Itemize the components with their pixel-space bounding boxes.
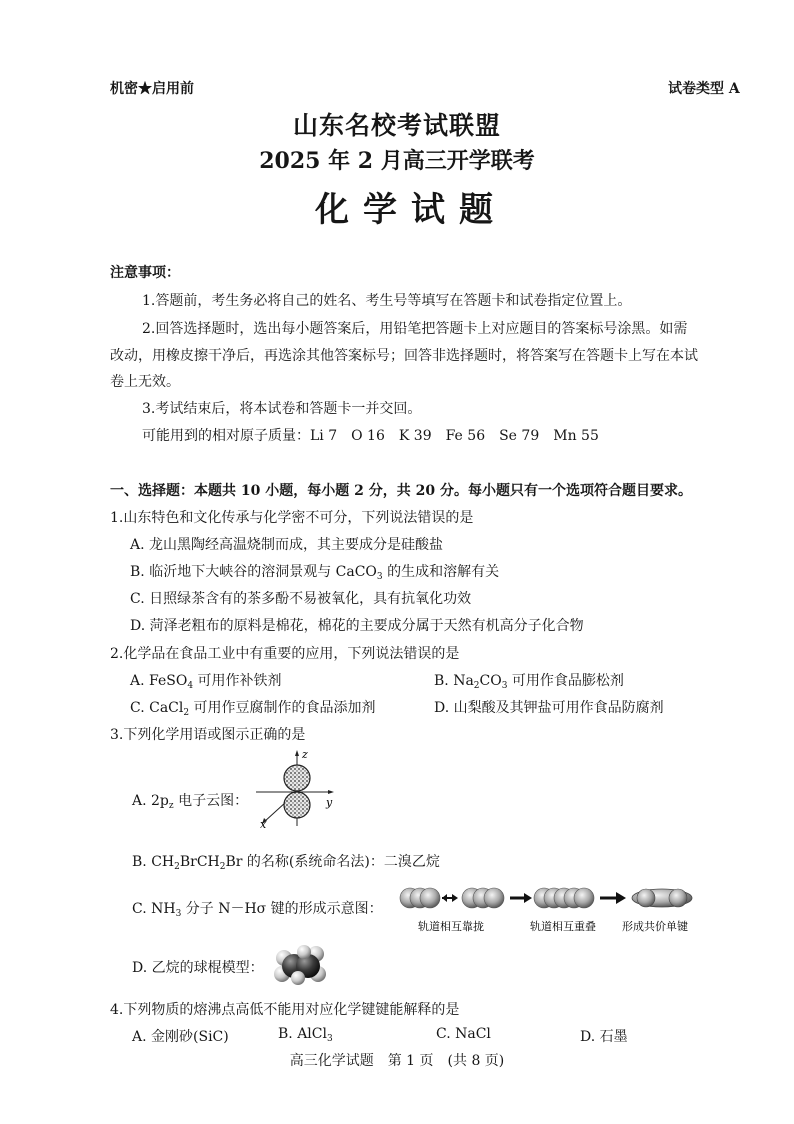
q4-option-a: A. 金刚砂(SiC) (132, 1029, 229, 1045)
covalent-single-bond (632, 889, 692, 907)
orbitals-overlapping (534, 888, 594, 908)
axis-z-label: z (302, 748, 308, 761)
notice-item-1: 1.答题前，考生务必将自己的姓名、考生号等填写在答题卡和试卷指定位置上。 (142, 293, 632, 309)
q4-option-b: B. AlCl$_3$ (278, 1026, 333, 1044)
q2-option-c: C. CaCl$_2$ 可用作豆腐制作的食品添加剂 (130, 700, 376, 718)
lower-lobe (284, 792, 310, 818)
q2-stem: 2.化学品在食品工业中有重要的应用，下列说法错误的是 (110, 646, 460, 662)
q1-option-d: D. 菏泽老粗布的原料是棉花，棉花的主要成分属于天然有机高分子化合物 (130, 618, 584, 634)
orbitals-approaching-2 (462, 888, 504, 908)
exam-alliance-title: 山东名校考试联盟 (292, 111, 501, 140)
q3-option-c: C. $NH_3$ 分子 N－Hσ 键的形成示意图： (132, 901, 383, 919)
electron-cloud-diagram (250, 748, 346, 830)
orbital-overlap-diagram (396, 882, 696, 936)
label-single-bond: 形成共价单键 (622, 920, 688, 933)
notice-item-2-end: 卷上无效。 (110, 374, 180, 390)
q3-option-a: A. $2p_z$ 电子云图： (132, 793, 249, 811)
notice-item-2-cont: 改动，用橡皮擦干净后，再选涂其他答案标号；回答非选择题时，将答案写在答题卡上写在本试 (110, 348, 698, 364)
axis-y-label: y (326, 796, 333, 809)
section-1-heading: 一、选择题：本题共 10 小题，每小题 2 分，共 20 分。每小题只有一个选项符合题目要求。 (110, 483, 692, 499)
subject-title: 化学试题 (315, 190, 507, 230)
exam-date-title: 2025 年 2 月高三开学联考 (259, 148, 535, 174)
notice-item-3: 3.考试结束后，将本试卷和答题卡一并交回。 (142, 401, 422, 417)
q1-stem: 1.山东特色和文化传承与化学密不可分，下列说法错误的是 (110, 510, 474, 526)
q4-option-d: D. 石墨 (580, 1029, 628, 1045)
q2-option-b: B. $Na_2CO_3$ 可用作食品膨松剂 (434, 673, 624, 691)
atomic-mass-line: 可能用到的相对原子质量：Li 7 O 16 K 39 Fe 56 Se 79 Mn 55 (142, 428, 599, 444)
notice-heading: 注意事项： (110, 265, 180, 281)
q4-stem: 4.下列物质的熔沸点高低不能用对应化学键键能解释的是 (110, 1002, 460, 1018)
upper-lobe (284, 765, 310, 791)
q3-option-d: D. 乙烷的球棍模型： (132, 960, 264, 976)
q2-option-d: D. 山梨酸及其钾盐可用作食品防腐剂 (434, 700, 664, 716)
label-approaching: 轨道相互靠拢 (418, 920, 484, 933)
notice-item-2: 2.回答选择题时，选出每小题答案后，用铅笔把答题卡上对应题目的答案标号涂黑。如需 (142, 321, 688, 337)
axis-x-label: x (260, 818, 267, 830)
q2-option-a: A. FeSO$_4$ 可用作补铁剂 (130, 673, 282, 691)
orbitals-approaching (400, 888, 440, 908)
label-overlapping: 轨道相互重叠 (530, 920, 596, 933)
q4-option-c: C. NaCl (436, 1026, 491, 1042)
q3-option-b: B. $CH_2BrCH_2Br$ 的名称(系统命名法)：二溴乙烷 (132, 854, 440, 872)
q1-option-b: B. 临沂地下大峡谷的溶洞景观与 CaCO$_3$ 的生成和溶解有关 (130, 564, 500, 582)
q3-stem: 3.下列化学用语或图示正确的是 (110, 727, 306, 743)
q1-option-c: C. 日照绿茶含有的茶多酚不易被氧化，具有抗氧化功效 (130, 591, 472, 607)
paper-type: 试卷类型 A (668, 81, 740, 97)
page-footer: 高三化学试题 第 1 页 (共 8 页) (289, 1053, 505, 1069)
ethane-ball-stick-model (272, 944, 328, 986)
confidential-mark: 机密★启用前 (110, 81, 194, 97)
q1-option-a: A. 龙山黑陶经高温烧制而成，其主要成分是硅酸盐 (130, 537, 444, 553)
